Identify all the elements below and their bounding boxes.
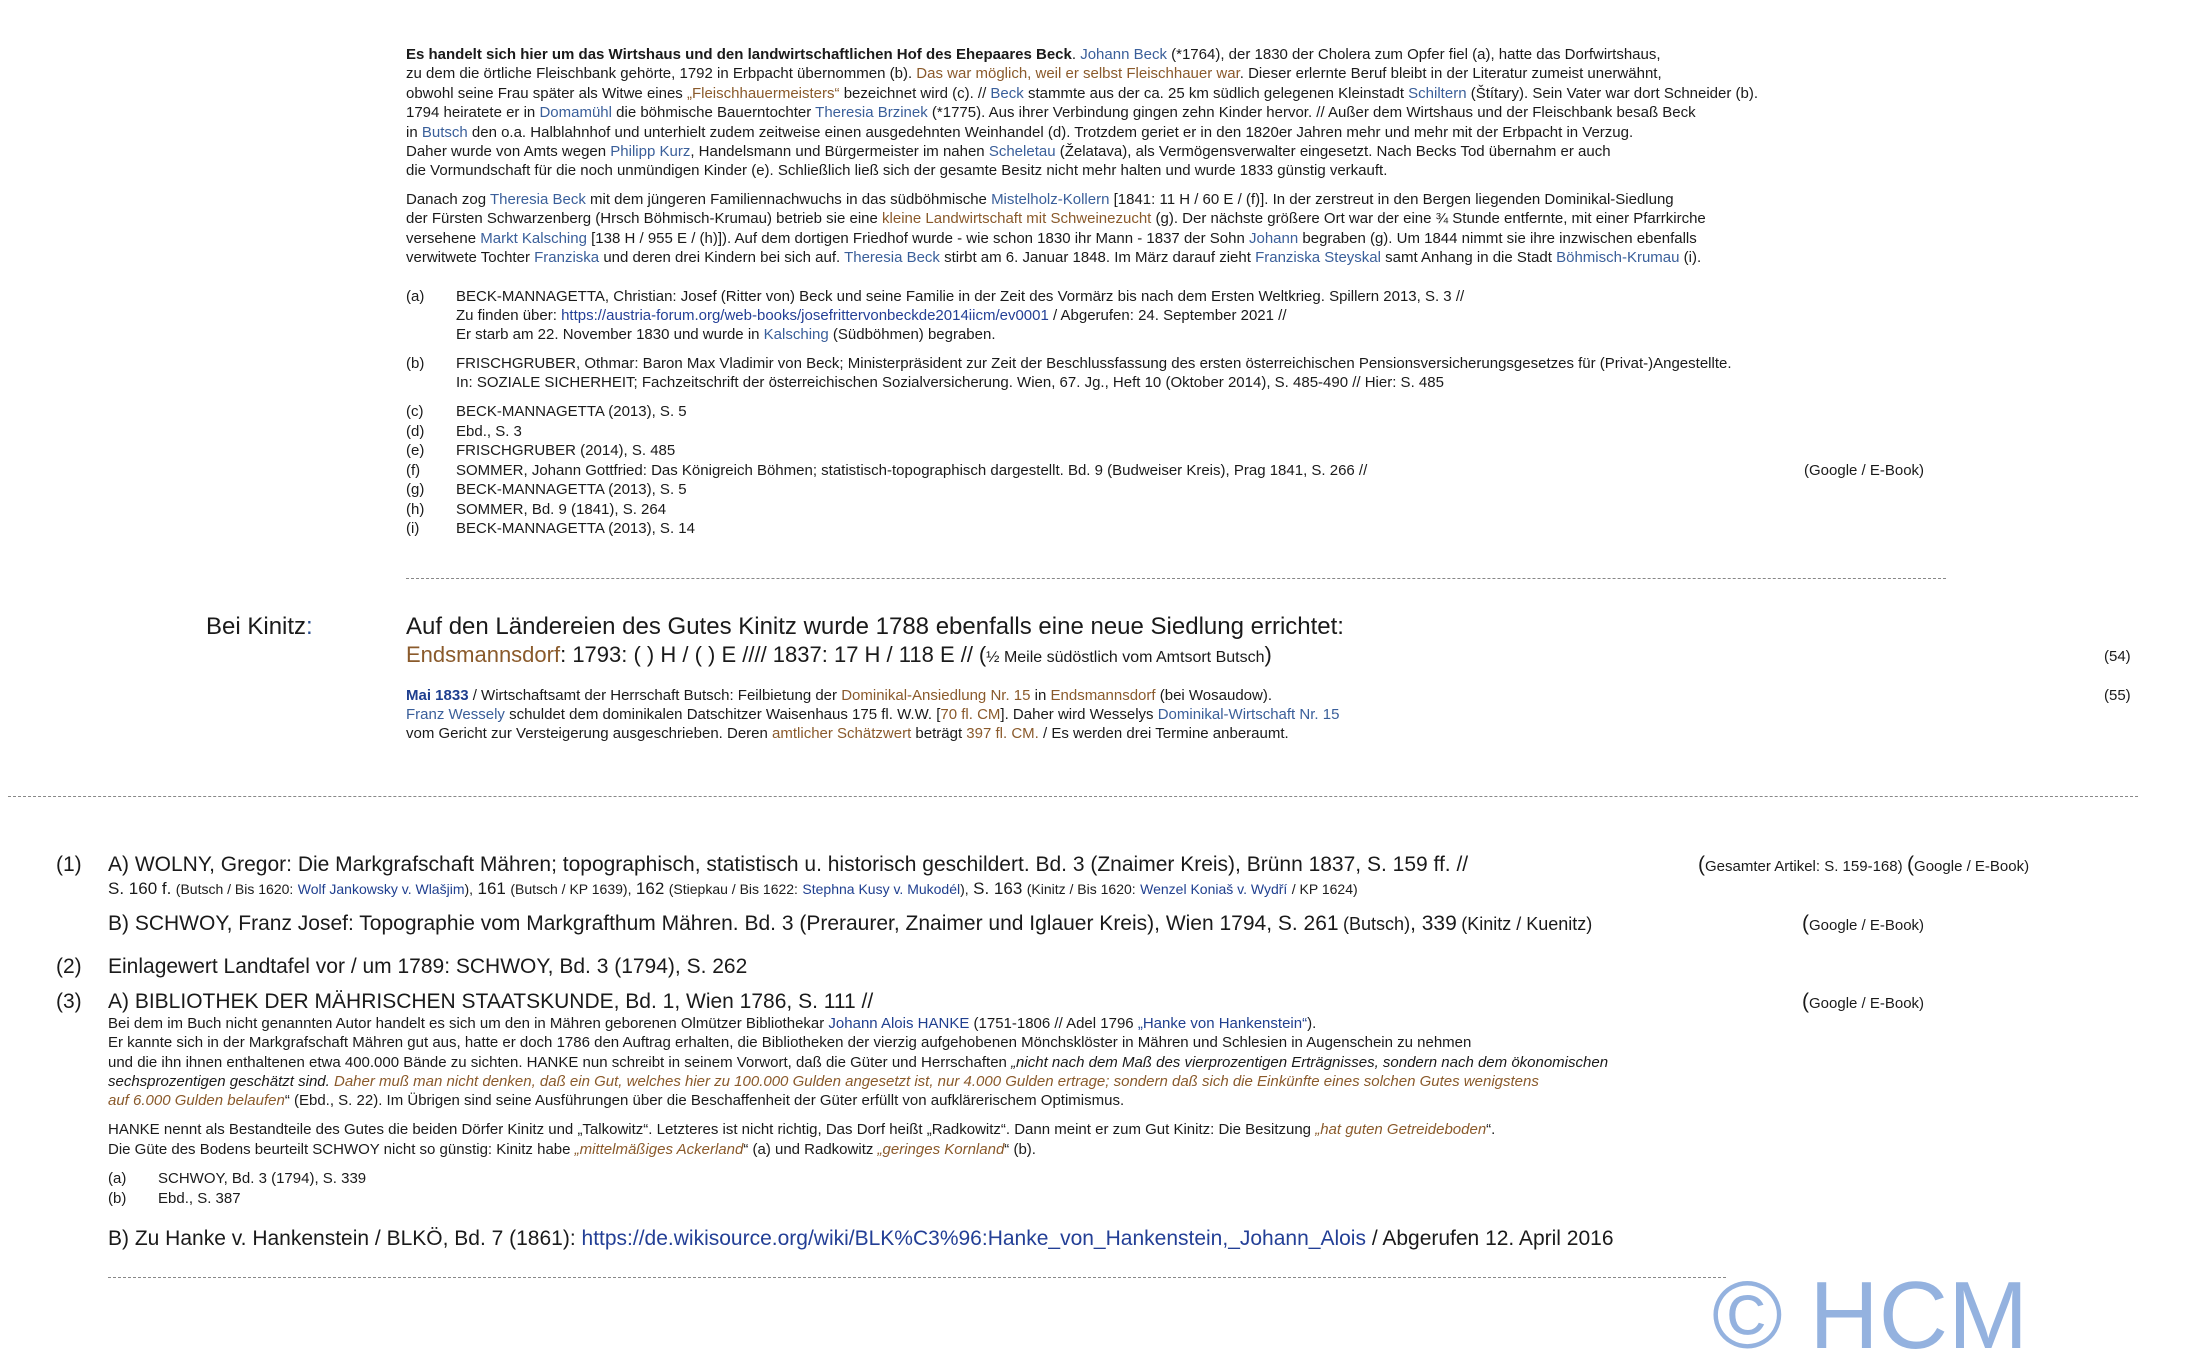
- text: ),: [960, 881, 969, 897]
- text: (: [978, 642, 987, 667]
- text: begraben (g). Um 1844 nimmt sie ihre inzwischen ebenfalls: [1302, 230, 1697, 247]
- paragraph-theresia-line-4: [406, 248, 1701, 268]
- footnote-text: SOMMER, Johann Gottfried: Das Königreich Böhmen; statistisch-topographisch dargestellt. Bd. 9 (Budweiser Kreis), Prag 1841, S. 266 //: [456, 461, 1368, 479]
- text: in: [406, 124, 418, 141]
- footnote-mark: (b): [406, 355, 425, 372]
- person-name: Theresia Brzinek: [815, 104, 928, 121]
- text: Gesamter Artikel: S. 159-168): [1705, 858, 1903, 875]
- ref-3a-google: [1802, 989, 1924, 1017]
- text: 1794 heiratete er in: [406, 104, 536, 121]
- text: Danach zog: [406, 191, 487, 208]
- text: 161: [477, 879, 506, 898]
- text: . Dieser erlernte Beruf bleibt in der Literatur zumeist unerwähnt,: [1239, 65, 1662, 82]
- text: ½ Meile südöstlich vom Amtsort Butsch: [986, 649, 1265, 666]
- bold-intro: Es handelt sich hier um das Wirtshaus und den landwirtschaftlichen Hof des Ehepaares Beck: [406, 46, 1072, 63]
- place-name: Kalsching: [763, 326, 829, 343]
- text: (Butsch): [1343, 914, 1411, 934]
- person-name: Theresia Beck: [844, 249, 940, 266]
- footnote-mark: (b): [108, 1190, 127, 1207]
- ref-number: (3): [56, 990, 82, 1013]
- highlight-text: Dominikal-Ansiedlung Nr. 15: [841, 687, 1031, 704]
- person-name: Wolf Jankowsky v. Wlašjim: [297, 881, 465, 897]
- highlight-text: amtlicher Schätzwert: [772, 725, 912, 742]
- text: ),: [464, 881, 474, 897]
- text: (Štítary). Sein Vater war dort Schneider (b).: [1470, 85, 1759, 102]
- text: (: [1698, 853, 1705, 876]
- footnote-b-line-1: FRISCHGRUBER, Othmar: Baron Max Vladimir von Beck; Ministerpräsident zur Zeit der Beschlussfassung des ersten österreichischen Pensionsversicherungsgesetzes für (Privat-)Angestellte.: [456, 355, 1732, 372]
- google-ebook-note: Google / E-Book): [1914, 858, 2030, 875]
- text: Zu finden über:: [456, 307, 557, 324]
- quote-highlight: auf 6.000 Gulden belaufen: [108, 1092, 285, 1109]
- footnote-text: SOMMER, Bd. 9 (1841), S. 264: [456, 500, 667, 518]
- person-name: Philipp Kurz: [610, 143, 691, 160]
- text: : 1793: ( ) H / ( ) E //// 1837: 17 H / 118 E //: [560, 642, 973, 667]
- quote-highlight: „geringes Kornland: [877, 1141, 1005, 1158]
- paragraph-beck-line-1: [406, 45, 1661, 65]
- text: (Želatava), als Vermögensverwalter eingesetzt. Nach Becks Tod übernahm er auch: [1059, 143, 1611, 160]
- text: der Fürsten Schwarzenberg (Hrsch Böhmisch-Krumau) betrieb sie eine: [406, 210, 878, 227]
- text: (*1764), der 1830 der Cholera zum Opfer fiel (a), hatte das Dorfwirtshaus,: [1171, 46, 1661, 63]
- footnote-text: BECK-MANNAGETTA (2013), S. 14: [456, 520, 695, 537]
- paragraph-beck-line-7: [406, 161, 1387, 181]
- text: (Stiepkau / Bis 1622:: [668, 881, 798, 897]
- ref-3-paragraph-line-5: [108, 1091, 1124, 1111]
- ref-1b-google: [1802, 911, 1924, 939]
- text: (i).: [1683, 249, 1702, 266]
- text: ).: [1307, 1015, 1317, 1032]
- text: (Butsch / KP 1639),: [510, 881, 632, 897]
- endsmannsdorf-line: [406, 642, 1272, 671]
- text: [138 H / 955 E / (h)]). Auf dem dortigen Friedhof wurde - wie schon 1830 ihr Mann - 1837 der Sohn: [591, 230, 1245, 247]
- text: (: [1907, 853, 1915, 876]
- text: verwitwete Tochter: [406, 249, 530, 266]
- paragraph-beck-line-2: [406, 64, 1662, 84]
- ref-3b: [108, 1226, 1614, 1252]
- footnote-mark: (f): [406, 461, 421, 479]
- text: mit dem jüngeren Familiennachwuchs in das südböhmische: [590, 191, 987, 208]
- text: / Es werden drei Termine anberaumt.: [1043, 725, 1289, 742]
- footnote-a-line-2: [456, 306, 1287, 326]
- paragraph-beck-line-5: [406, 123, 1633, 143]
- text: “ (a) und Radkowitz: [743, 1141, 874, 1158]
- text: schuldet dem dominikalen Datschitzer Waisenhaus 175 fl. W.W. [: [509, 706, 941, 723]
- footnote-text: BECK-MANNAGETTA (2013), S. 5: [456, 481, 687, 498]
- text: “ (Ebd., S. 22). Im Übrigen sind seine Ausführungen über die Beschaffenheit der Güter erfüllt von aufklärerischem Optimismus.: [284, 1092, 1125, 1109]
- text: B) SCHWOY, Franz Josef: Topographie vom Markgrafthum Mähren. Bd. 3 (Preraurer, Znaimer und Iglauer Kreis), Wien 1794, S. 261: [108, 912, 1339, 935]
- text: ): [1264, 642, 1272, 667]
- text: (1751-1806 // Adel 1796: [973, 1015, 1134, 1032]
- text: stirbt am 6. Januar 1848. Im März darauf zieht: [944, 249, 1251, 266]
- paragraph-beck-line-3: [406, 84, 1758, 104]
- text: beträgt: [915, 725, 963, 742]
- quote: „nicht nach dem Maß des vierprozentigen Erträgnisses, sondern nach dem ökonomischen: [1011, 1054, 1609, 1071]
- paragraph-theresia-line-2: [406, 209, 1706, 229]
- kinitz-note-line-2: [406, 705, 1339, 725]
- text: in: [1034, 687, 1047, 704]
- paragraph-beck-line-4: [406, 103, 1696, 123]
- ref-1a-notes: [1698, 852, 2029, 880]
- text: (Kinitz / Bis 1620:: [1026, 881, 1136, 897]
- footnote-mark: (g): [406, 481, 425, 498]
- text: .: [1071, 46, 1077, 63]
- text: zu dem die örtliche Fleischbank gehörte, 1792 in Erbpacht übernommen (b).: [406, 65, 913, 82]
- austria-forum-link[interactable]: https://austria-forum.org/web-books/josefrittervonbeckde2014iicm/ev0001: [561, 307, 1049, 324]
- place-name: Endsmannsdorf: [1050, 687, 1156, 704]
- copyright-watermark: © HCM: [1712, 1262, 2029, 1369]
- paragraph-theresia-line-3: [406, 229, 1697, 249]
- text: obwohl seine Frau später als Witwe eines: [406, 85, 683, 102]
- ref-number: (2): [56, 955, 82, 978]
- text: Bei Kinitz: [206, 613, 307, 640]
- place-name: Schiltern: [1408, 85, 1467, 102]
- text: bezeichnet wird (c). //: [843, 85, 987, 102]
- divider: [108, 1277, 1726, 1278]
- google-ebook-note: Google / E-Book): [1809, 995, 1925, 1012]
- text: den o.a. Halblahnhof und unterhielt zudem zeitweise einen ausgedehnten Weinhandel (d). Trotzdem geriet er in den 1820er Jahren mehr und mehr mit der Erbpacht in Verzug.: [471, 124, 1634, 141]
- text: und deren drei Kindern bei sich auf.: [603, 249, 841, 266]
- paragraph-theresia-line-1: [406, 190, 1674, 210]
- google-ebook-note: Google / E-Book): [1809, 917, 1925, 934]
- ref-3-paragraph-line-7: [108, 1140, 1036, 1160]
- ref-3a: A) BIBLIOTHEK DER MÄHRISCHEN STAATSKUNDE, Bd. 1, Wien 1786, S. 111 //: [108, 990, 874, 1013]
- text: , Handelsmann und Bürgermeister im nahen: [690, 143, 985, 160]
- footnote-a-line-3: [456, 325, 996, 345]
- text: ]. Daher wird Wesselys: [1000, 706, 1154, 723]
- person-name: Franziska Steyskal: [1255, 249, 1381, 266]
- person-name: Wenzel Koniaš v. Wydří: [1140, 881, 1288, 897]
- ref-54: (54): [2104, 648, 2131, 665]
- footnote-mark: (d): [406, 422, 425, 440]
- text: B) Zu Hanke v. Hankenstein / BLKÖ, Bd. 7 (1861):: [108, 1227, 576, 1250]
- footnote-b-line-2: In: SOZIALE SICHERHEIT; Fachzeitschrift der österreichischen Sozialversicherung. Wien, 67. Jg., Heft 10 (Oktober 2014), S. 485-490 // Hier: S. 485: [456, 374, 1444, 391]
- quote-highlight: „mittelmäßiges Ackerland: [574, 1141, 744, 1158]
- highlight-text: kleine Landwirtschaft mit Schweinezucht: [882, 210, 1152, 227]
- kinitz-heading: Auf den Ländereien des Gutes Kinitz wurde 1788 ebenfalls eine neue Siedlung errichtet:: [406, 613, 1344, 640]
- person-name: Theresia Beck: [489, 191, 586, 208]
- text: HANKE nennt als Bestandteile des Gutes die beiden Dörfer Kinitz und „Talkowitz“. Letzteres ist nicht richtig, Das Dorf heißt „Radkowitz“. Dann meint er zum Gut Kinitz: Die Besitzung: [108, 1121, 1312, 1138]
- ref-2: Einlagewert Landtafel vor / um 1789: SCHWOY, Bd. 3 (1794), S. 262: [108, 955, 748, 978]
- section-label-kinitz: [206, 612, 313, 642]
- ref-55: (55): [2104, 687, 2131, 704]
- person-name: Stephna Kusy v. Mukodél: [802, 881, 961, 897]
- text: (bei Wosaudow).: [1159, 687, 1273, 704]
- date: Mai 1833: [406, 687, 469, 704]
- footnote-a-line-1: BECK-MANNAGETTA, Christian: Josef (Ritter von) Beck und seine Familie in der Zeit des Vormärz bis nach dem Ersten Weltkrieg. Spillern 2013, S. 3 //: [456, 288, 1465, 305]
- divider: [406, 578, 1946, 579]
- text: stammte aus der ca. 25 km südlich gelegenen Kleinstadt: [1027, 85, 1404, 102]
- quote-highlight: Daher muß man nicht denken, daß ein Gut, welches hier zu 100.000 Gulden angesetzt ist, nur 4.000 Gulden ertrage; sondern daß sich die Einkünfte eines solchen Gutes wenigstens: [333, 1073, 1539, 1090]
- person-name: „Hanke von Hankenstein“: [1137, 1015, 1308, 1032]
- person-name: Franz Wessely: [406, 706, 505, 723]
- text: / Wirtschaftsamt der Herrschaft Butsch: Feilbietung der: [472, 687, 838, 704]
- highlight-text: Das war möglich, weil er selbst Fleischhauer war: [916, 65, 1240, 82]
- text: S. 163: [973, 879, 1023, 898]
- person-name: Franziska: [534, 249, 600, 266]
- text: “.: [1486, 1121, 1496, 1138]
- text: die Vormundschaft für die noch unmündigen Kinder (e). Schließlich ließ sich der gesamte Besitz nicht mehr halten und wurde 1833 günstig verkauft.: [406, 162, 1388, 179]
- person-name: Johann: [1249, 230, 1299, 247]
- place-name: Scheletau: [988, 143, 1056, 160]
- footnote-mark: (i): [406, 520, 420, 537]
- text: / Abgerufen: 24. September 2021 //: [1053, 307, 1287, 324]
- text: (Südböhmen) begraben.: [832, 326, 996, 343]
- person-name: Johann Alois HANKE: [828, 1015, 970, 1032]
- text: samt Anhang in die Stadt: [1385, 249, 1552, 266]
- footnote-text: Ebd., S. 3: [456, 422, 522, 440]
- place-name: Mistelholz-Kollern: [991, 191, 1110, 208]
- text: vom Gericht zur Versteigerung ausgeschrieben. Deren: [406, 725, 768, 742]
- ref-3-paragraph-line-1: [108, 1014, 1316, 1034]
- kinitz-note-line-1: [406, 686, 1272, 706]
- highlight-text: 397 fl. CM.: [966, 725, 1039, 742]
- text: (: [1802, 990, 1809, 1013]
- text: (g). Der nächste größere Ort war der eine ¾ Stunde entfernte, mit einer Pfarrkirche: [1155, 210, 1706, 227]
- text: und die ihn ihnen enthaltenen etwa 400.000 Bände zu sichten. HANKE nun schreibt in seinem Vorwort, daß die Güter und Herrschaften: [108, 1054, 1007, 1071]
- ref-3-paragraph-line-2: Er kannte sich in der Markgrafschaft Mähren gut aus, hatte er doch 1786 den Auftrag erhalten, die Bibliotheken der vierzig aufgehobenen Mönchsklöster in Mähren und Schlesien in Augenschein zu nehmen: [108, 1034, 1472, 1051]
- ref-1a-pages: [108, 878, 1358, 901]
- footnote-mark: (c): [406, 403, 424, 420]
- text: [1841: 11 H / 60 E / (f)]. In der zerstreut in den Bergen liegenden Dominikal-Siedlung: [1113, 191, 1674, 208]
- ref-3-footnote-a: SCHWOY, Bd. 3 (1794), S. 339: [158, 1170, 367, 1187]
- text: (*1775). Aus ihrer Verbindung gingen zehn Kinder hervor. // Außer dem Wirtshaus und der Fleischbank besaß Beck: [931, 104, 1696, 121]
- kinitz-note-line-3: [406, 724, 1289, 744]
- divider: [8, 796, 2138, 797]
- ref-3-footnote-b: Ebd., S. 387: [158, 1190, 241, 1207]
- ref-number: (1): [56, 853, 82, 876]
- ref-3-paragraph-line-6: [108, 1120, 1495, 1140]
- text: , 339: [1410, 912, 1457, 935]
- text: Die Güte des Bodens beurteilt SCHWOY nicht so günstig: Kinitz habe: [108, 1141, 571, 1158]
- text: Er starb am 22. November 1830 und wurde in: [456, 326, 760, 343]
- footnote-mark: (a): [108, 1170, 127, 1187]
- text: / KP 1624): [1291, 881, 1358, 897]
- ref-1b: [108, 911, 1592, 939]
- highlight-text: 70 fl. CM: [940, 706, 1001, 723]
- quote: sechsprozentigen geschätzt sind.: [108, 1073, 330, 1090]
- place-name: Markt Kalsching: [480, 230, 587, 247]
- place-name: Endsmannsdorf: [406, 642, 561, 667]
- place-name: Böhmisch-Krumau: [1556, 249, 1680, 266]
- footnote-mark: (h): [406, 500, 425, 518]
- text: “ (b).: [1004, 1141, 1036, 1158]
- highlight-text: „Fleischhauermeisters“: [686, 85, 840, 102]
- text: versehene: [406, 230, 477, 247]
- ref-3-paragraph-line-3: [108, 1053, 1608, 1073]
- text: (Kinitz / Kuenitz): [1461, 914, 1593, 934]
- place-name: Butsch: [421, 124, 468, 141]
- text: 162: [635, 879, 665, 898]
- text: Bei dem im Buch nicht genannten Autor handelt es sich um den in Mähren geborenen Olmützer Bibliothekar: [108, 1015, 825, 1032]
- person-name: Johann Beck: [1080, 46, 1167, 63]
- footnote-mark: (a): [406, 288, 425, 305]
- person-name: Beck: [990, 85, 1024, 102]
- ref-3-paragraph-line-4: [108, 1072, 1539, 1092]
- paragraph-beck-line-6: [406, 142, 1611, 162]
- text: S. 160 f.: [108, 879, 172, 898]
- highlight-text: Dominikal-Wirtschaft Nr. 15: [1157, 706, 1340, 723]
- footnote-mark: (e): [406, 442, 425, 459]
- quote-highlight: „hat guten Getreideboden: [1315, 1121, 1487, 1138]
- text: :: [306, 613, 313, 640]
- ref-1a: A) WOLNY, Gregor: Die Markgrafschaft Mähren; topographisch, statistisch u. historisch geschildert. Bd. 3 (Znaimer Kreis), Brünn 1837, S. 159 ff. //: [108, 853, 1469, 876]
- text: / Abgerufen 12. April 2016: [1371, 1227, 1614, 1250]
- wikisource-link[interactable]: https://de.wikisource.org/wiki/BLK%C3%96:Hanke_von_Hankenstein,_Johann_Alois: [581, 1227, 1366, 1250]
- footnote-text: BECK-MANNAGETTA (2013), S. 5: [456, 403, 687, 420]
- text: (Butsch / Bis 1620:: [175, 881, 294, 897]
- text: die böhmische Bauerntochter: [616, 104, 812, 121]
- text: (: [1802, 912, 1809, 935]
- footnote-text: FRISCHGRUBER (2014), S. 485: [456, 442, 676, 459]
- google-ebook-note: (Google / E-Book): [1804, 461, 1925, 479]
- text: Daher wurde von Amts wegen: [406, 143, 607, 160]
- place-name: Domamühl: [539, 104, 612, 121]
